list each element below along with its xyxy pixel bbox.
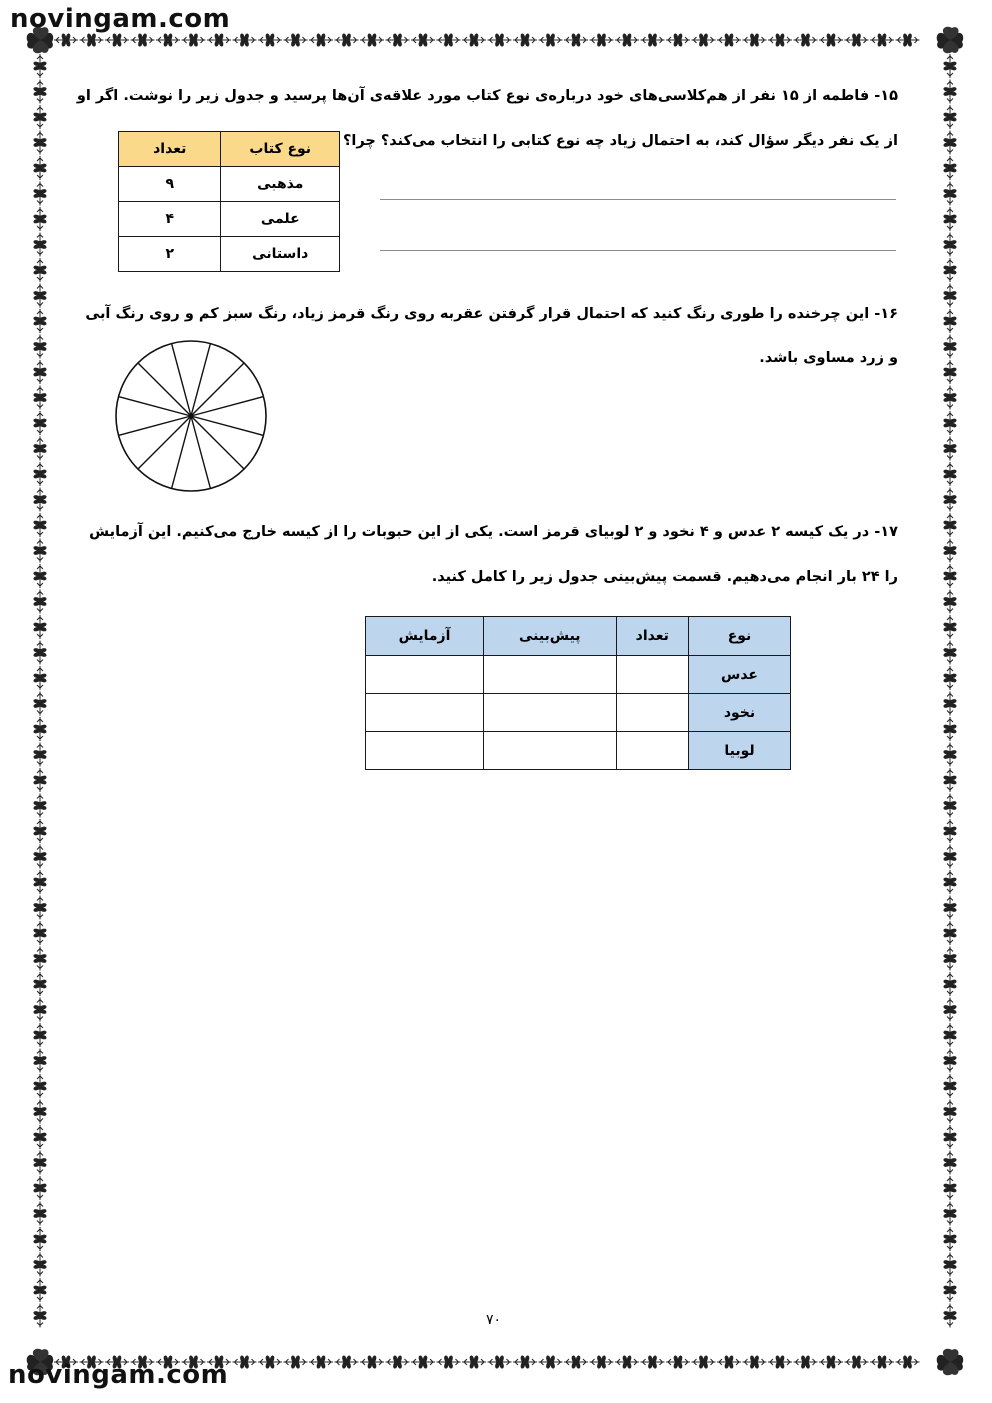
corner-ornament	[937, 1349, 964, 1376]
border-ornament	[33, 743, 46, 767]
border-ornament	[943, 641, 956, 665]
table-row	[366, 656, 791, 694]
border-ornament	[717, 33, 741, 46]
border-ornament	[33, 182, 46, 206]
question-17-line-2: را ۲۴ بار انجام می‌دهیم. قسمت پیش‌بینی جدول زیر را کامل کنید.	[431, 569, 898, 585]
border-ornament	[943, 845, 956, 869]
border-ornament	[207, 33, 231, 46]
answer-line[interactable]	[380, 250, 896, 251]
border-ornament	[943, 794, 956, 818]
border-ornament	[943, 182, 956, 206]
border-ornament	[33, 335, 46, 359]
border-ornament	[33, 998, 46, 1022]
book-type-cell: علمی	[221, 202, 340, 237]
border-ornament	[641, 33, 665, 46]
table-row	[366, 694, 791, 732]
border-ornament	[411, 33, 435, 46]
count-input-cell[interactable]	[616, 656, 688, 694]
border-ornament	[896, 33, 920, 46]
question-16-line-2: و زرد مساوی باشد.	[759, 350, 898, 366]
count-cell: ۴	[119, 202, 221, 237]
border-ornament	[768, 33, 792, 46]
border-ornament	[943, 921, 956, 945]
count-input-cell[interactable]	[616, 694, 688, 732]
border-ornament	[33, 692, 46, 716]
border-ornament	[943, 1125, 956, 1149]
border-ornament	[284, 1355, 308, 1368]
border-ornament	[564, 33, 588, 46]
border-ornament	[33, 105, 46, 129]
table-row	[119, 237, 340, 272]
border-ornament	[943, 819, 956, 843]
border-ornament	[33, 921, 46, 945]
experiment-input-cell[interactable]	[366, 694, 484, 732]
border-ornament	[33, 1227, 46, 1251]
spinner-sector-divider	[119, 397, 191, 416]
border-ornament	[539, 33, 563, 46]
border-ornament	[943, 513, 956, 537]
border-ornament	[33, 1304, 46, 1328]
border-ornament	[33, 513, 46, 537]
border-ornament	[411, 1355, 435, 1368]
book-preference-table	[118, 131, 340, 272]
border-ornament	[131, 33, 155, 46]
border-ornament	[870, 33, 894, 46]
border-ornament	[943, 1202, 956, 1226]
border-ornament	[33, 1151, 46, 1175]
table-row	[119, 167, 340, 202]
border-ornament	[768, 1355, 792, 1368]
prediction-table	[365, 616, 791, 770]
question-15-line-2: از یک نفر دیگر سؤال کند، به احتمال زیاد چه نوع کتابی را انتخاب می‌کند؟ چرا؟	[342, 133, 898, 149]
border-ornament	[943, 488, 956, 512]
border-ornament	[845, 33, 869, 46]
border-ornament	[360, 1355, 384, 1368]
border-ornament	[692, 33, 716, 46]
border-ornament	[33, 437, 46, 461]
border-ornament	[590, 33, 614, 46]
border-ornament	[33, 1023, 46, 1047]
border-ornament	[692, 1355, 716, 1368]
count-cell: ۲	[119, 237, 221, 272]
spinner-sector-divider	[191, 416, 263, 435]
spinner-sector-divider	[191, 416, 244, 469]
border-ornament	[488, 33, 512, 46]
border-ornament	[896, 1355, 920, 1368]
border-ornament	[513, 33, 537, 46]
border-ornament	[943, 896, 956, 920]
border-ornament	[33, 1125, 46, 1149]
border-ornament	[258, 1355, 282, 1368]
border-ornament	[54, 33, 78, 46]
prediction-input-cell[interactable]	[484, 694, 617, 732]
border-ornament	[33, 258, 46, 282]
border-ornament	[666, 1355, 690, 1368]
border-ornament	[615, 1355, 639, 1368]
border-ornament	[943, 335, 956, 359]
border-ornament	[33, 1074, 46, 1098]
border-ornament	[943, 590, 956, 614]
column-header-count: تعداد	[119, 132, 221, 167]
border-ornament	[33, 794, 46, 818]
border-ornament	[943, 207, 956, 231]
border-ornament	[386, 1355, 410, 1368]
border-ornament	[590, 1355, 614, 1368]
border-ornament	[33, 233, 46, 257]
table-row	[119, 202, 340, 237]
border-ornament	[666, 33, 690, 46]
border-ornament	[33, 207, 46, 231]
border-ornament	[33, 717, 46, 741]
border-ornament	[33, 386, 46, 410]
border-ornament	[33, 80, 46, 104]
border-ornament	[462, 33, 486, 46]
spinner-sector-divider	[191, 397, 263, 416]
border-ornament	[943, 156, 956, 180]
border-ornament	[33, 488, 46, 512]
border-ornament	[33, 1100, 46, 1124]
spinner-sector-divider	[119, 416, 191, 435]
border-ornament	[794, 33, 818, 46]
prediction-input-cell[interactable]	[484, 732, 617, 770]
border-ornament	[943, 870, 956, 894]
border-ornament	[33, 156, 46, 180]
border-ornament	[33, 896, 46, 920]
column-header-prediction: پیش‌بینی	[484, 617, 617, 656]
border-ornament	[335, 33, 359, 46]
border-ornament	[33, 819, 46, 843]
border-ornament	[360, 33, 384, 46]
spinner-sector-divider	[138, 416, 191, 469]
border-ornament	[717, 1355, 741, 1368]
border-ornament	[33, 666, 46, 690]
border-ornament	[943, 564, 956, 588]
border-ornament	[258, 33, 282, 46]
border-ornament	[943, 1049, 956, 1073]
border-ornament	[105, 33, 129, 46]
spinner-sector-divider	[172, 416, 191, 488]
experiment-input-cell[interactable]	[366, 656, 484, 694]
border-ornament	[943, 1253, 956, 1277]
question-16-line-1: ۱۶- این چرخنده را طوری رنگ کنید که احتمال قرار گرفتن عقربه روی رنگ قرمز زیاد، رنگ سبز کم و روی رنگ آبی	[85, 306, 898, 322]
border-ornament	[33, 1253, 46, 1277]
border-ornament	[943, 309, 956, 333]
border-ornament	[943, 131, 956, 155]
row-label-bean: لوبیا	[689, 732, 791, 770]
border-ornament	[943, 768, 956, 792]
border-ornament	[943, 692, 956, 716]
border-ornament	[943, 1304, 956, 1328]
book-type-cell: مذهبی	[221, 167, 340, 202]
border-ornament	[943, 666, 956, 690]
border-ornament	[943, 411, 956, 435]
border-ornament	[33, 972, 46, 996]
border-ornament	[943, 386, 956, 410]
border-ornament	[462, 1355, 486, 1368]
column-header-count: تعداد	[616, 617, 688, 656]
border-ornament	[437, 1355, 461, 1368]
border-ornament	[309, 33, 333, 46]
border-ornament	[615, 33, 639, 46]
border-ornament	[33, 539, 46, 563]
watermark-bottom: novingam.com	[8, 1360, 229, 1390]
border-ornament	[943, 54, 956, 78]
border-ornament	[33, 1049, 46, 1073]
border-ornament	[943, 1100, 956, 1124]
book-type-cell: داستانی	[221, 237, 340, 272]
border-ornament	[33, 564, 46, 588]
column-header-experiment: آزمایش	[366, 617, 484, 656]
border-ornament	[943, 437, 956, 461]
experiment-input-cell[interactable]	[366, 732, 484, 770]
border-ornament	[943, 462, 956, 486]
border-ornament	[943, 615, 956, 639]
border-ornament	[386, 33, 410, 46]
border-ornament	[870, 1355, 894, 1368]
border-ornament	[33, 462, 46, 486]
border-ornament	[943, 998, 956, 1022]
border-ornament	[943, 1227, 956, 1251]
border-ornament	[845, 1355, 869, 1368]
corner-ornament	[937, 27, 964, 54]
table-row	[366, 732, 791, 770]
border-ornament	[33, 411, 46, 435]
prediction-input-cell[interactable]	[484, 656, 617, 694]
column-header-type: نوع	[689, 617, 791, 656]
border-ornament	[743, 1355, 767, 1368]
spinner-sector-divider	[191, 363, 244, 416]
answer-line[interactable]	[380, 199, 896, 200]
border-ornament	[943, 1278, 956, 1302]
count-input-cell[interactable]	[616, 732, 688, 770]
border-ornament	[33, 590, 46, 614]
border-ornament	[309, 1355, 333, 1368]
border-ornament	[943, 233, 956, 257]
border-ornament	[233, 1355, 257, 1368]
border-ornament	[33, 845, 46, 869]
border-ornament	[943, 80, 956, 104]
border-ornament	[943, 1151, 956, 1175]
border-ornament	[943, 284, 956, 308]
spinner-sector-divider	[191, 416, 210, 488]
spinner-wheel[interactable]	[114, 339, 269, 494]
border-ornament	[943, 1023, 956, 1047]
border-ornament	[943, 947, 956, 971]
border-ornament	[33, 641, 46, 665]
page-number: ۷۰	[486, 1312, 502, 1328]
border-ornament	[284, 33, 308, 46]
border-ornament	[943, 105, 956, 129]
border-ornament	[156, 33, 180, 46]
border-ornament	[641, 1355, 665, 1368]
border-ornament	[33, 870, 46, 894]
watermark-top: novingam.com	[10, 4, 231, 34]
border-ornament	[943, 1176, 956, 1200]
column-header-book-type: نوع کتاب	[221, 132, 340, 167]
border-ornament	[743, 33, 767, 46]
border-ornament	[437, 33, 461, 46]
border-ornament	[819, 1355, 843, 1368]
border-ornament	[33, 131, 46, 155]
border-ornament	[943, 972, 956, 996]
border-ornament	[33, 768, 46, 792]
question-17-line-1: ۱۷- در یک کیسه ۲ عدس و ۴ نخود و ۲ لوبیای قرمز است. یکی از این حبوبات را از کیسه خارج می‌کنیم. این آزمایش	[89, 524, 898, 540]
border-ornament	[33, 947, 46, 971]
border-ornament	[33, 1202, 46, 1226]
spinner-sector-divider	[138, 363, 191, 416]
border-ornament	[943, 539, 956, 563]
question-15-line-1: ۱۵- فاطمه از ۱۵ نفر از هم‌کلاسی‌های خود درباره‌ی نوع کتاب مورد علاقه‌ی آن‌ها پرسید و جدول زیر را نوشت. اگر او	[76, 88, 898, 104]
border-ornament	[33, 1176, 46, 1200]
border-ornament	[943, 258, 956, 282]
border-ornament	[488, 1355, 512, 1368]
border-ornament	[943, 717, 956, 741]
border-ornament	[564, 1355, 588, 1368]
count-cell: ۹	[119, 167, 221, 202]
border-ornament	[943, 743, 956, 767]
border-ornament	[33, 284, 46, 308]
border-ornament	[33, 309, 46, 333]
border-ornament	[182, 33, 206, 46]
border-ornament	[33, 360, 46, 384]
border-ornament	[33, 1278, 46, 1302]
border-ornament	[335, 1355, 359, 1368]
row-label-lentil: عدس	[689, 656, 791, 694]
spinner-sector-divider	[172, 344, 191, 416]
border-ornament	[943, 1074, 956, 1098]
row-label-chickpea: نخود	[689, 694, 791, 732]
border-ornament	[33, 54, 46, 78]
border-ornament	[33, 615, 46, 639]
border-ornament	[943, 360, 956, 384]
border-ornament	[80, 33, 104, 46]
border-ornament	[513, 1355, 537, 1368]
spinner-sector-divider	[191, 344, 210, 416]
border-ornament	[819, 33, 843, 46]
border-ornament	[233, 33, 257, 46]
border-ornament	[794, 1355, 818, 1368]
border-ornament	[539, 1355, 563, 1368]
